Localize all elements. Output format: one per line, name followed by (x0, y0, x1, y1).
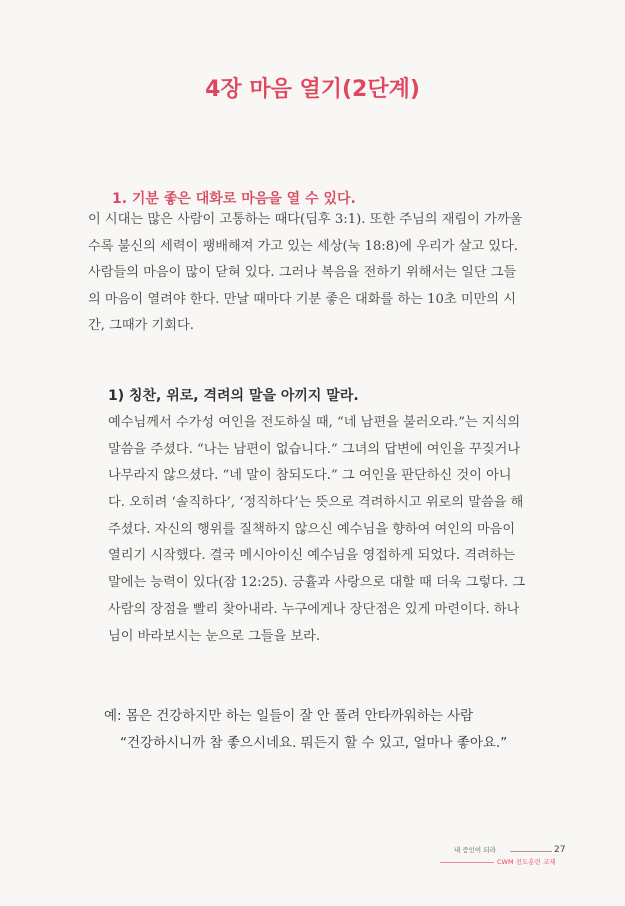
paragraph-line: 말에는 능력이 있다(잠 12:25). 긍휼과 사랑으로 대할 때 더욱 그렇다. 그 (108, 575, 526, 591)
page-footer (440, 845, 580, 871)
subsection-heading: 1) 칭찬, 위로, 격려의 말을 아끼지 말라. (108, 388, 359, 404)
paragraph-line: 주셨다. 자신의 행위를 질책하지 않으신 예수님을 향하여 여인의 마음이 (108, 521, 516, 537)
footer-divider (440, 862, 494, 863)
paragraph-line: 열리기 시작했다. 결국 메시아이신 예수님을 영접하게 되었다. 격려하는 (108, 548, 516, 564)
paragraph-line: 님이 바라보시는 눈으로 그들을 보라. (108, 628, 321, 644)
footer-series-name: CWM 전도훈련 교재 (497, 858, 556, 866)
paragraph-line: 다. 오히려 ‘솔직하다’, ‘정직하다’는 뜻으로 격려하시고 위로의 말씀을 해 (108, 495, 524, 511)
example-label: 예: 몸은 건강하지만 하는 일들이 잘 안 풀려 안타까워하는 사람 (104, 708, 474, 724)
paragraph-line: 이 시대는 많은 사람이 고통하는 때다(딤후 3:1). 또한 주님의 재림이 가까울 (88, 212, 523, 227)
chapter-title: 4장 마음 열기(2단계) (205, 77, 420, 102)
section-paragraph (88, 207, 558, 340)
section-heading: 1. 기분 좋은 대화로 마음을 열 수 있다. (112, 191, 356, 207)
paragraph-line: 예수님께서 수가성 여인을 전도하실 때, “네 남편을 불러오라.”는 지식의 (108, 415, 521, 430)
subsection-paragraph (108, 410, 563, 650)
paragraph-line: 말씀을 주셨다. “나는 남편이 없습니다.” 그녀의 답변에 여인을 꾸짖거나 (108, 441, 521, 457)
paragraph-line: 사람의 장점을 빨리 찾아내라. 누구에게나 장단점은 있게 마련이다. 하나 (108, 601, 520, 617)
paragraph-line: 사람들의 마음이 많이 닫혀 있다. 그러나 복음을 전하기 위해서는 일단 그들 (88, 265, 517, 281)
paragraph-line: 수록 불신의 세력이 팽배해져 가고 있는 세상(눅 18:8)에 우리가 살고 있다. (88, 238, 518, 254)
footer-book-title: 내 증인이 되라 (454, 846, 496, 854)
paragraph-line: 의 마음이 열려야 한다. 만날 때마다 기분 좋은 대화를 하는 10초 미만의 시 (88, 291, 516, 307)
footer-divider (510, 851, 552, 852)
example-quote: “건강하시니까 참 좋으시네요. 뭐든지 할 수 있고, 얼마나 좋아요.” (120, 735, 508, 751)
page-number: 27 (554, 845, 566, 855)
paragraph-line: 나무라지 않으셨다. “네 말이 참되도다.” 그 여인을 판단하신 것이 아니 (108, 468, 512, 484)
paragraph-line: 간, 그때가 기회다. (88, 318, 194, 334)
